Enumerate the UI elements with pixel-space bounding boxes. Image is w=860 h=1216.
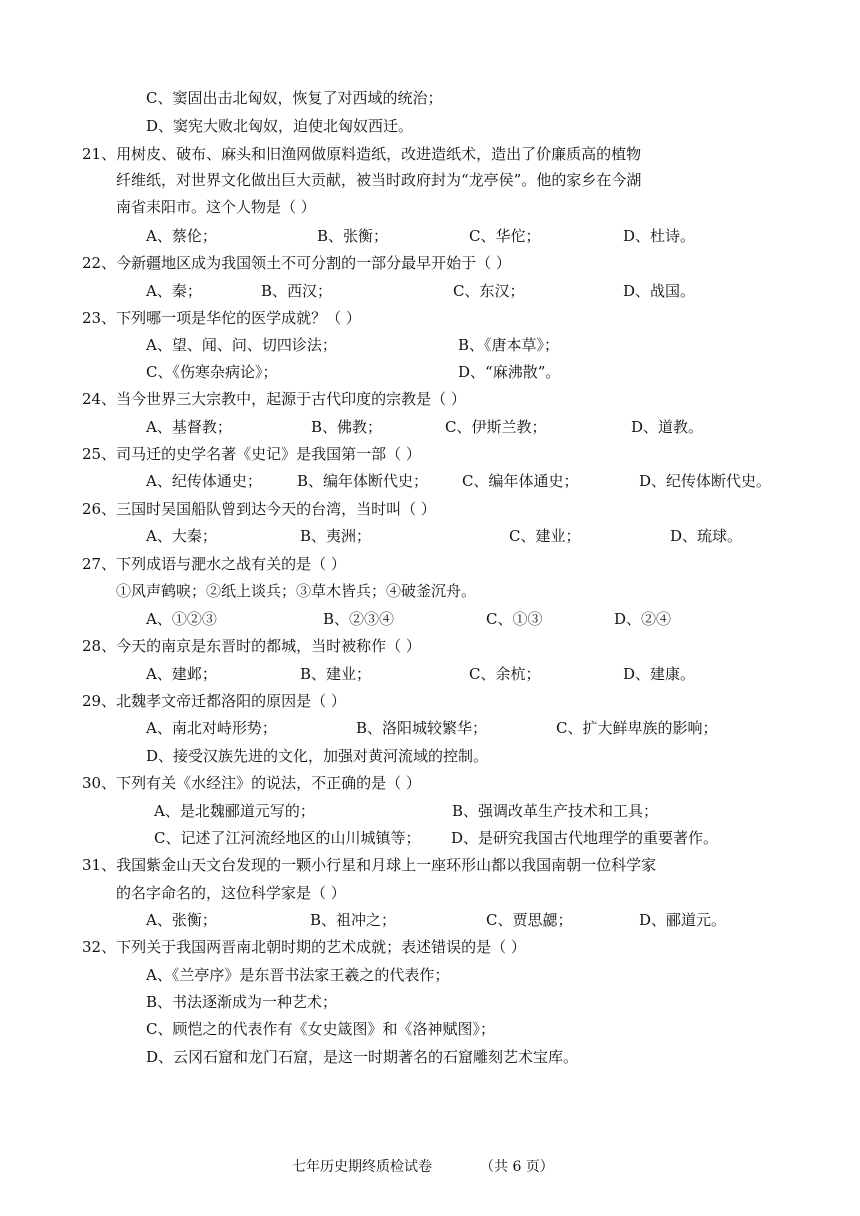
- q21-option-b: B、张衡；: [317, 227, 389, 245]
- q27-choices: ①风声鹤唳；②纸上谈兵；③草木皆兵；④破釜沉舟。: [116, 582, 477, 600]
- q21-stem-line1: 21、用树皮、破布、麻头和旧渔网做原料造纸，改进造纸术，造出了价廉质高的植物: [82, 145, 642, 163]
- q26-option-d: D、琉球。: [670, 527, 743, 545]
- q27-option-c: C、①③: [486, 610, 543, 628]
- q29-stem: 29、北魏孝文帝迁都洛阳的原因是（ ）: [82, 692, 346, 710]
- q30-stem: 30、下列有关《水经注》的说法，不正确的是（ ）: [82, 774, 421, 792]
- q25-option-c: C、编年体通史；: [462, 472, 579, 490]
- q31-option-d: D、郦道元。: [639, 911, 727, 929]
- q23-option-d: D、“麻沸散”。: [458, 363, 561, 381]
- q27-stem: 27、下列成语与淝水之战有关的是（ ）: [82, 555, 346, 573]
- q22-option-a: A、秦；: [146, 282, 202, 300]
- q28-stem: 28、今天的南京是东晋时的都城，当时被称作（ ）: [82, 637, 421, 655]
- q31-stem-line1: 31、我国紫金山天文台发现的一颗小行星和月球上一座环形山都以我国南朝一位科学家: [82, 856, 657, 874]
- q25-option-a: A、纪传体通史；: [146, 472, 262, 490]
- footer-title: 七年历史期终质检试卷: [292, 1159, 432, 1175]
- q32-option-c: C、顾恺之的代表作有《女史箴图》和《洛神赋图》；: [146, 1020, 495, 1038]
- q22-option-b: B、西汉；: [261, 282, 333, 300]
- q26-option-c: C、建业；: [509, 527, 581, 545]
- q24-stem: 24、当今世界三大宗教中，起源于古代印度的宗教是（ ）: [82, 390, 466, 408]
- q23-option-b: B、《唐本草》；: [458, 336, 560, 354]
- page-footer: [292, 1157, 554, 1177]
- q29-option-b: B、洛阳城较繁华；: [356, 719, 488, 737]
- q26-option-b: B、夷洲；: [300, 527, 372, 545]
- q28-option-b: B、建业；: [300, 665, 372, 683]
- q28-option-a: A、建邺；: [146, 665, 217, 683]
- q25-option-d: D、纪传体断代史。: [639, 472, 772, 490]
- q29-option-d: D、接受汉族先进的文化，加强对黄河流域的控制。: [146, 747, 489, 765]
- q32-option-a: A、《兰亭序》是东晋书法家王羲之的代表作；: [146, 966, 450, 984]
- q30-option-b: B、强调改革生产技术和工具；: [452, 802, 659, 820]
- q31-option-c: C、贾思勰；: [486, 911, 573, 929]
- q23-option-c: C、《伤寒杂病论》；: [146, 363, 278, 381]
- q29-option-a: A、南北对峙形势；: [146, 719, 277, 737]
- q20-option-c: C、窦固出击北匈奴，恢复了对西域的统治；: [146, 89, 443, 107]
- q31-option-b: B、祖冲之；: [310, 911, 397, 929]
- q24-option-d: D、道教。: [631, 418, 704, 436]
- q30-option-c: C、记述了江河流经地区的山川城镇等；: [154, 829, 421, 847]
- q27-option-a: A、①②③: [146, 610, 217, 628]
- q21-option-a: A、蔡伦；: [146, 227, 217, 245]
- q26-stem: 26、三国时吴国船队曾到达今天的台湾，当时叫（ ）: [82, 500, 436, 518]
- q21-option-c: C、华佗；: [469, 227, 541, 245]
- q31-stem-line2: 的名字命名的，这位科学家是（ ）: [116, 884, 346, 902]
- q21-stem-line3: 南省耒阳市。这个人物是（ ）: [116, 198, 316, 216]
- q28-option-d: D、建康。: [623, 665, 696, 683]
- q24-option-c: C、伊斯兰教；: [445, 418, 547, 436]
- q22-option-c: C、东汉；: [453, 282, 525, 300]
- q32-stem: 32、下列关于我国两晋南北朝时期的艺术成就；表述错误的是（ ）: [82, 938, 526, 956]
- q28-option-c: C、余杭；: [469, 665, 541, 683]
- q24-option-a: A、基督教；: [146, 418, 232, 436]
- q30-option-a: A、是北魏郦道元写的；: [154, 802, 315, 820]
- q23-stem: 23、下列哪一项是华佗的医学成就？（ ）: [82, 309, 361, 327]
- q23-option-a: A、望、闻、问、切四诊法；: [146, 336, 337, 354]
- q25-option-b: B、编年体断代史；: [297, 472, 429, 490]
- q21-stem-line2: 纤维纸，对世界文化做出巨大贡献，被当时政府封为“龙亭侯”。他的家乡在今湖: [116, 171, 642, 189]
- q32-option-d: D、云冈石窟和龙门石窟，是这一时期著名的石窟雕刻艺术宝库。: [146, 1048, 579, 1066]
- q31-option-a: A、张衡；: [146, 911, 217, 929]
- q27-option-b: B、②③④: [323, 610, 395, 628]
- q27-option-d: D、②④: [614, 610, 672, 628]
- q22-stem: 22、今新疆地区成为我国领土不可分割的一部分最早开始于（ ）: [82, 254, 511, 272]
- q26-option-a: A、大秦；: [146, 527, 217, 545]
- q29-option-c: C、扩大鲜卑族的影响；: [556, 719, 718, 737]
- q22-option-d: D、战国。: [623, 282, 696, 300]
- q32-option-b: B、书法逐渐成为一种艺术；: [146, 993, 338, 1011]
- q20-option-d: D、窦宪大败北匈奴，迫使北匈奴西迁。: [146, 117, 414, 135]
- q30-option-d: D、是研究我国古代地理学的重要著作。: [451, 829, 719, 847]
- q24-option-b: B、佛教；: [311, 418, 383, 436]
- q25-stem: 25、司马迁的史学名著《史记》是我国第一部（ ）: [82, 445, 421, 463]
- footer-page-count: （共 6 页）: [480, 1159, 554, 1175]
- q21-option-d: D、杜诗。: [623, 227, 696, 245]
